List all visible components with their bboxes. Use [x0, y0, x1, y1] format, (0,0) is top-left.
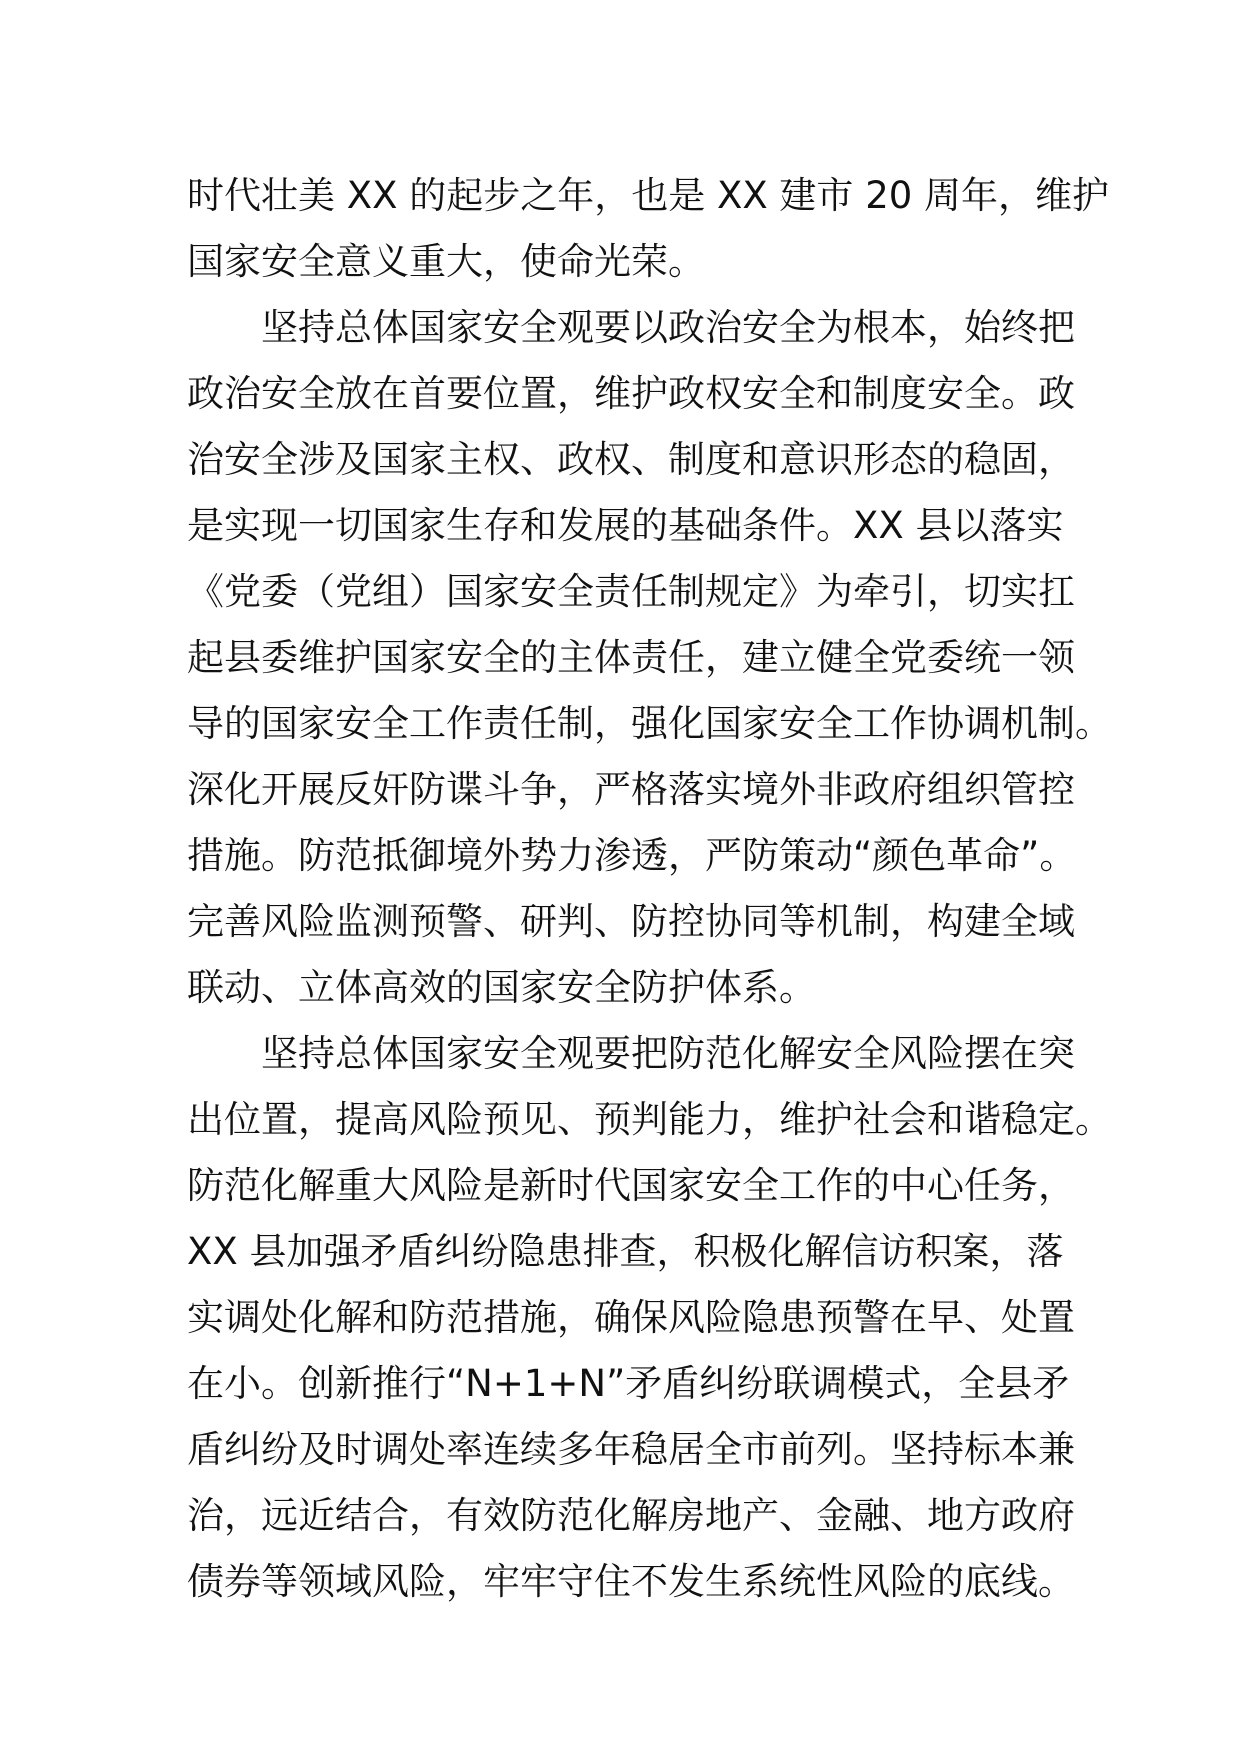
text-line: 深化开展反奸防谍斗争，严格落实境外非政府组织管控 [187, 768, 1075, 811]
text-line: 起县委维护国家安全的主体责任，建立健全党委统一领 [187, 636, 1075, 679]
paragraph-3 [187, 1021, 1112, 1615]
text-line: 治，远近结合，有效防范化解房地产、金融、地方政府 [187, 1494, 1075, 1537]
text-line: XX 县加强矛盾纠纷隐患排查，积极化解信访积案，落 [187, 1230, 1064, 1273]
text-line: 是实现一切国家生存和发展的基础条件。XX 县以落实 [187, 504, 1064, 547]
text-line: 导的国家安全工作责任制，强化国家安全工作协调机制。 [187, 702, 1112, 745]
text-line: 国家安全意义重大，使命光荣。 [187, 240, 705, 283]
text-line: 坚持总体国家安全观要以政治安全为根本，始终把 [261, 306, 1075, 349]
paragraph-1 [187, 163, 1110, 295]
text-line: 《党委（党组）国家安全责任制规定》为牵引，切实扛 [187, 570, 1075, 613]
paragraph-2 [187, 295, 1112, 1021]
text-line: 在小。创新推行“N+1+N”矛盾纠纷联调模式，全县矛 [187, 1362, 1070, 1405]
text-line: 防范化解重大风险是新时代国家安全工作的中心任务， [187, 1164, 1075, 1207]
text-line: 联动、立体高效的国家安全防护体系。 [187, 966, 816, 1009]
document-body [187, 163, 1112, 1615]
text-line: 出位置，提高风险预见、预判能力，维护社会和谐稳定。 [187, 1098, 1112, 1141]
text-line: 治安全涉及国家主权、政权、制度和意识形态的稳固， [187, 438, 1075, 481]
text-line: 实调处化解和防范措施，确保风险隐患预警在早、处置 [187, 1296, 1075, 1339]
text-line: 盾纠纷及时调处率连续多年稳居全市前列。坚持标本兼 [187, 1428, 1075, 1471]
text-line: 措施。防范抵御境外势力渗透，严防策动“颜色革命”。 [187, 834, 1077, 877]
text-line: 时代壮美 XX 的起步之年，也是 XX 建市 20 周年，维护 [187, 174, 1110, 217]
text-line: 坚持总体国家安全观要把防范化解安全风险摆在突 [261, 1032, 1075, 1075]
text-line: 政治安全放在首要位置，维护政权安全和制度安全。政 [187, 372, 1075, 415]
text-line: 完善风险监测预警、研判、防控协同等机制，构建全域 [187, 900, 1075, 943]
text-line: 债券等领域风险，牢牢守住不发生系统性风险的底线。 [187, 1560, 1075, 1603]
